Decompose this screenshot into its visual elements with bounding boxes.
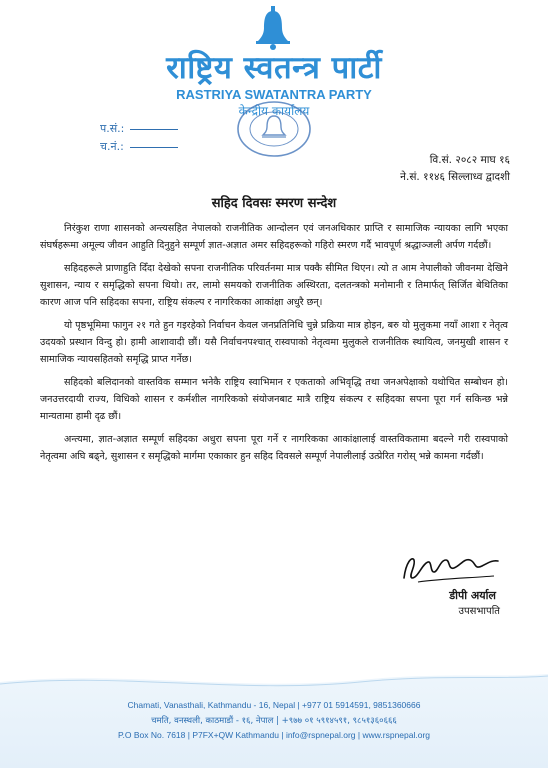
dispatch-number: च.नं.:: [100, 139, 178, 154]
paragraph: सहिदको बलिदानको वास्तविक सम्मान भनेकै राष्ट्रिय स्वाभिमान र एकताको अभिवृद्धि तथा जनअपेक्षाको यथोचित सम्बोधन हो। जनउत्तरदायी राज्य, विधिको शासन र कर्मशील नागरिकको संयोजनबाट मात्रै राष्ट्रिय संकल्प र सहिदका सपना पूरा गर्न सकिन्छ भन्ने मान्यतामा हामी दृढ छौं।: [40, 377, 508, 422]
reference-number: प.सं.:: [100, 121, 178, 136]
date-nepal-sambat: ने.सं. ११४६ सिल्लाध्व द्वादशी: [400, 171, 510, 183]
footer-wave-decoration: [0, 670, 548, 700]
footer-address-devanagari: चमति, वनस्थली, काठमाडौं - १६, नेपाल | +९७७ ०१ ५९१४५९१, ९८५१३६०६६६: [151, 716, 397, 726]
footer-address-english: Chamati, Vanasthali, Kathmandu - 16, Nepal | +977 01 5914591, 9851360666: [127, 700, 421, 710]
paragraph: यो पृष्ठभूमिमा फागुन २१ गते हुन गइरहेको निर्वाचन केवल जनप्रतिनिधि चुन्ने प्रक्रिया मात्र होइन, बरु यो मुलुकमा नयाँ आशा र नेतृत्व उदयको प्रस्थान विन्दु हो। हामी आशावादी छौं। यसै निर्वाचनपश्चात् रास्वपाको नेतृत्वमा मुलुकले राजनीतिक स्थायित्व, जनमुखी शासन र सामाजिक न्यायसहितको समृद्धि प्राप्त गर्नेछ।: [40, 320, 508, 365]
paragraph: अन्त्यमा, ज्ञात-अज्ञात सम्पूर्ण सहिदका अधुरा सपना पूरा गर्ने र नागरिकका आकांक्षालाई वास्तविकतामा बदल्ने गरी रास्वपाको नेतृत्वमा अघि बढ्ने, सुशासन र समृद्धिको मार्गमा एकाकार हुन सहिद दिवसले सम्पूर्ण नेपालीलाई उत्प्रेरित गरोस् भन्ने कामना गर्दछौं।: [40, 434, 508, 462]
date-bikram-sambat: वि.सं. २०८२ माघ १६: [429, 154, 510, 166]
paragraph: सहिदहरूले प्राणाहुति दिँदा देखेको सपना राजनीतिक परिवर्तनमा मात्र पक्कै सीमित थिएन। त्यो त आम नेपालीको जीवनमा देखिने सुशासन, न्याय र समृद्धिको सपना थियो। तर, लामो समयको राजनीतिक अस्थिरता, दलतन्त्रको मनोमानी र तिमार्फत् सिर्जित बेथितिका कारण आज पनि सहिदका सपना, राष्ट्रिय संकल्प र नागरिकका आकांक्षा अधुरै छन्।: [40, 263, 508, 308]
footer-contact: P.O Box No. 7618 | P7FX+QW Kathmandu | info@rspnepal.org | www.rspnepal.org: [117, 730, 431, 740]
handwritten-signature: [398, 548, 502, 588]
party-name-devanagari: राष्ट्रिय स्वतन्त्र पार्टी: [166, 50, 382, 86]
letterhead-footer: [0, 670, 548, 768]
bell-logo-icon: [255, 6, 291, 50]
paragraph: निरंकुश राणा शासनको अन्त्यसहित नेपालको राजनीतिक आन्दोलन एवं जनअधिकार प्राप्ति र सामाजिक न्यायका लागि भएका संघर्षहरूमा अमूल्य जीवन आहुति दिनुहुने सम्पूर्ण ज्ञात-अज्ञात अमर सहिदहरूको गहिरो स्मरण गर्दै भावपूर्ण श्रद्धाञ्जली अर्पण गर्दछौं।: [40, 223, 508, 251]
signatory-name: डीपी अर्याल: [449, 589, 496, 602]
document-title: सहिद दिवसः स्मरण सन्देश: [211, 196, 337, 211]
letter-body: [40, 220, 508, 471]
signatory-title: उपसभापति: [458, 606, 500, 617]
party-name-english: RASTRIYA SWATANTRA PARTY: [176, 87, 372, 102]
office-name: केन्द्रीय कार्यालय: [238, 104, 310, 118]
party-seal-stamp: [236, 100, 312, 158]
